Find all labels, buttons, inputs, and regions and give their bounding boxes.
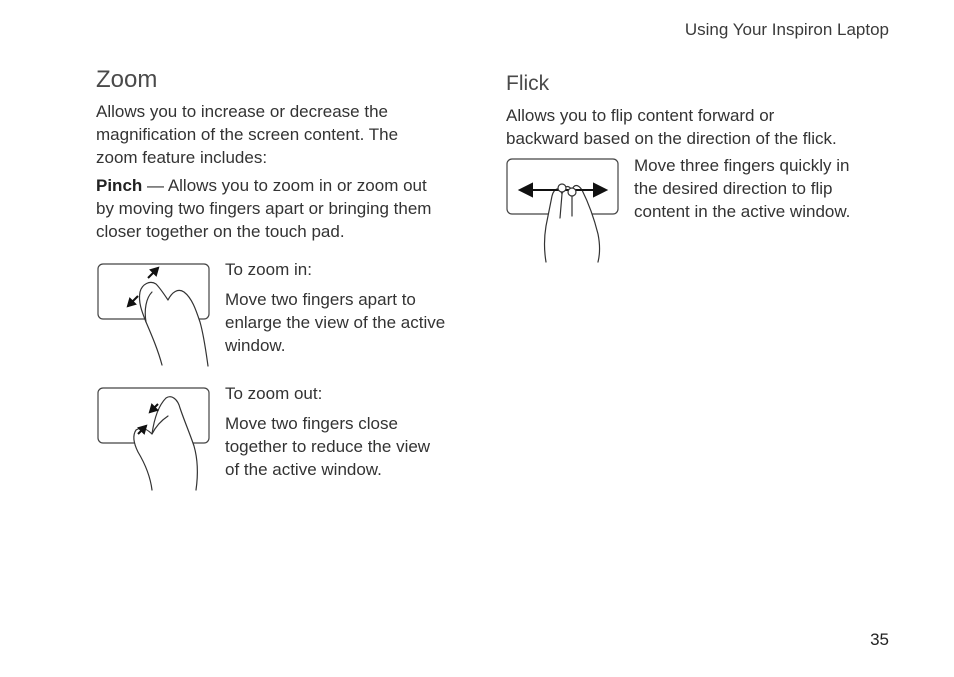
hand-shape	[134, 397, 197, 490]
fingertip-dot	[558, 184, 566, 192]
zoom-intro-line: magnification of the screen content. The	[96, 125, 399, 144]
zoom-intro-line: Allows you to increase or decrease the	[96, 102, 388, 121]
zoom-in-desc-line: enlarge the view of the active	[225, 313, 446, 332]
flick-gesture-icon	[506, 158, 622, 264]
zoom-out-heading: To zoom out:	[225, 384, 323, 403]
zoom-in-desc-line: Move two fingers apart to	[225, 290, 416, 309]
zoom-out-gesture-icon	[96, 386, 214, 494]
flick-desc-block	[634, 154, 894, 223]
pinch-term: Pinch	[96, 176, 143, 195]
zoom-out-desc-line: together to reduce the view	[225, 437, 431, 456]
zoom-out-desc-line: Move two fingers close	[225, 414, 398, 433]
flick-intro-line: backward based on the direction of the flick.	[506, 129, 837, 148]
zoom-intro-line: zoom feature includes:	[96, 148, 268, 167]
zoom-in-gesture-icon	[96, 262, 214, 370]
fingertip-dot	[568, 188, 576, 196]
flick-intro	[506, 104, 896, 150]
page-number: 35	[870, 630, 889, 649]
pinch-desc-line: — Allows you to zoom in or zoom out	[147, 176, 427, 195]
pinch-desc-line: by moving two fingers apart or bringing them	[96, 199, 432, 218]
zoom-heading: Zoom	[96, 66, 158, 93]
running-header: Using Your Inspiron Laptop	[684, 20, 889, 39]
zoom-out-desc-line: of the active window.	[225, 460, 382, 479]
arrow-head-right	[594, 184, 606, 196]
zoom-in-desc-line: window.	[225, 336, 286, 355]
pinch-line	[96, 174, 486, 197]
flick-desc-line: content in the active window.	[634, 202, 851, 221]
zoom-in-heading: To zoom in:	[225, 260, 312, 279]
flick-desc-line: the desired direction to flip	[634, 179, 833, 198]
zoom-in-block	[225, 258, 485, 357]
flick-heading: Flick	[506, 72, 550, 95]
pinch-paragraph	[96, 174, 486, 243]
arrow-head-left	[520, 184, 532, 196]
zoom-intro	[96, 100, 486, 169]
flick-intro-line: Allows you to flip content forward or	[506, 106, 775, 125]
zoom-out-block	[225, 382, 485, 481]
flick-desc-line: Move three fingers quickly in	[634, 156, 850, 175]
pinch-desc-line: closer together on the touch pad.	[96, 222, 345, 241]
